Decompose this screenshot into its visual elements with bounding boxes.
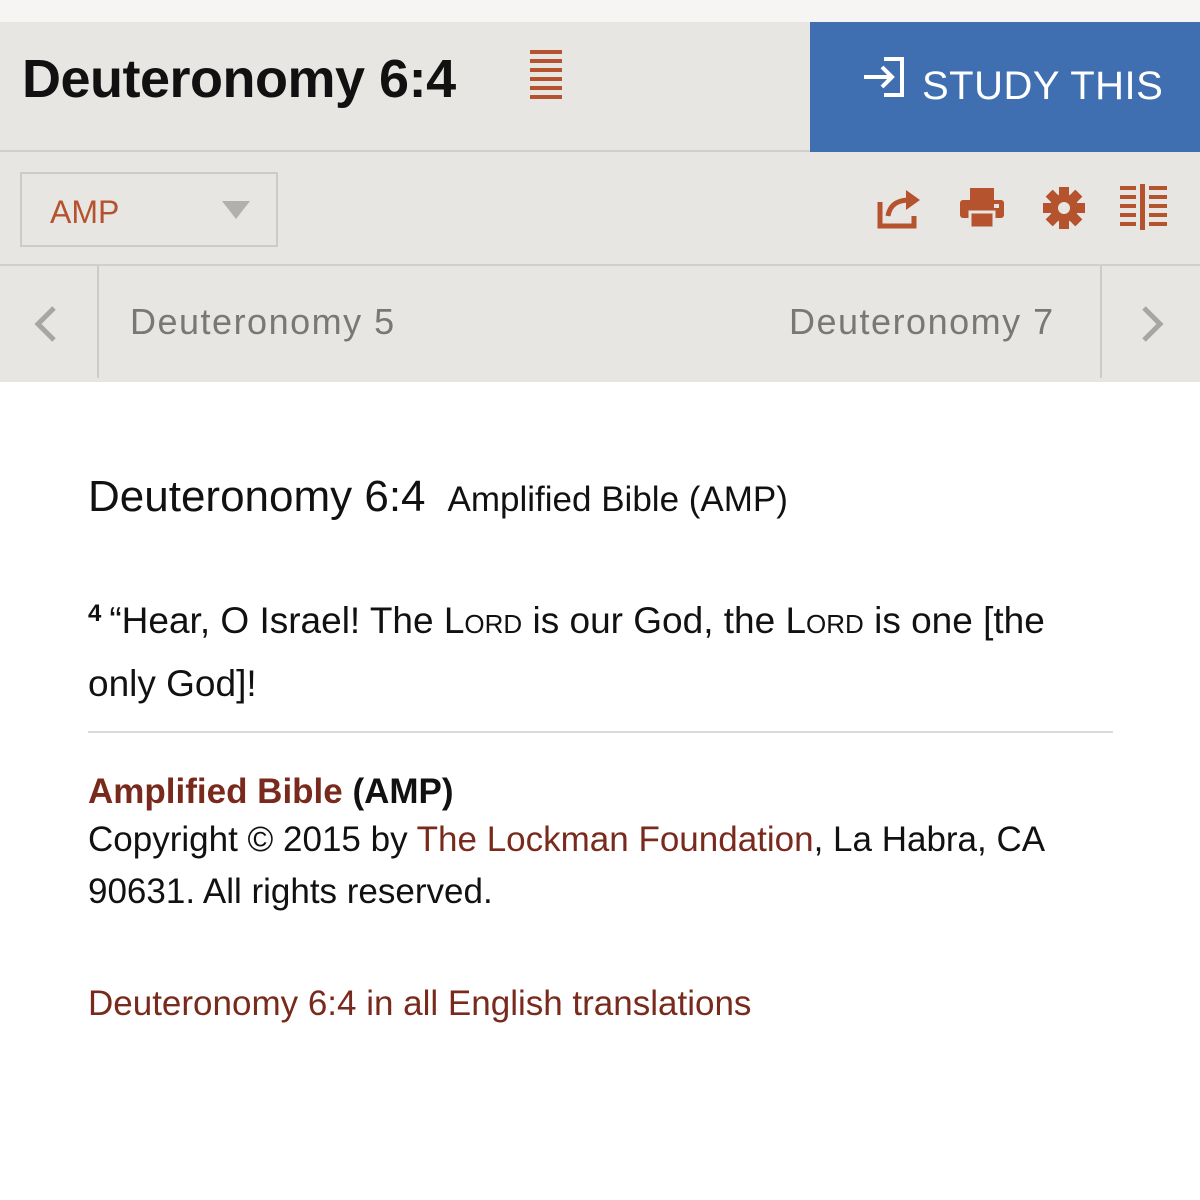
verse-text-part: “Hear, O Israel! The bbox=[109, 600, 444, 641]
nav-divider bbox=[1100, 266, 1102, 378]
verse-text-part: is our God, the bbox=[522, 600, 786, 641]
chapter-menu-icon[interactable] bbox=[528, 49, 564, 99]
passage-reference: Deuteronomy 6:4 bbox=[88, 472, 426, 521]
verse-text bbox=[88, 582, 1118, 715]
copyright-text-part: Copyright © 2015 by bbox=[88, 820, 417, 859]
previous-chapter-arrow-icon[interactable] bbox=[30, 304, 60, 344]
header-bar bbox=[0, 22, 1200, 152]
bible-abbreviation: (AMP) bbox=[342, 772, 454, 811]
toolbar bbox=[0, 152, 1200, 266]
study-this-button[interactable] bbox=[810, 22, 1200, 152]
print-icon[interactable] bbox=[958, 186, 1006, 235]
dropdown-arrow-icon bbox=[222, 201, 250, 219]
settings-icon[interactable] bbox=[1041, 186, 1087, 235]
next-chapter-link[interactable]: Deuteronomy 7 bbox=[789, 301, 1055, 342]
study-this-label: STUDY THIS bbox=[922, 64, 1164, 108]
verse-text-part: is one [the only God]! bbox=[88, 600, 1045, 704]
copyright-text bbox=[88, 814, 1128, 918]
all-translations-link[interactable]: Deuteronomy 6:4 in all English translations bbox=[88, 984, 752, 1023]
top-strip bbox=[0, 0, 1200, 22]
version-select[interactable] bbox=[20, 172, 278, 247]
copyright-text-part: , La Habra, CA 90631. All rights reserved. bbox=[88, 820, 1044, 911]
lord-small-caps: Lord bbox=[785, 600, 864, 641]
enter-icon bbox=[862, 56, 908, 98]
lord-small-caps: Lord bbox=[443, 600, 523, 641]
amplified-bible-link[interactable]: Amplified Bible bbox=[88, 772, 343, 811]
next-chapter-arrow-icon[interactable] bbox=[1138, 304, 1168, 344]
section-divider bbox=[88, 731, 1113, 733]
page-title: Deuteronomy 6:4 bbox=[22, 49, 456, 109]
passage-heading bbox=[88, 472, 788, 522]
share-icon[interactable] bbox=[876, 186, 924, 235]
copyright-title bbox=[88, 770, 1128, 814]
version-label: AMP bbox=[50, 194, 120, 230]
chapter-navigation bbox=[0, 266, 1200, 382]
verse-number: 4 bbox=[88, 600, 102, 627]
parallel-view-icon[interactable] bbox=[1120, 184, 1170, 237]
previous-chapter-link[interactable]: Deuteronomy 5 bbox=[130, 301, 396, 342]
copyright-block bbox=[88, 770, 1128, 918]
nav-divider bbox=[97, 266, 99, 378]
lockman-foundation-link[interactable]: The Lockman Foundation bbox=[416, 820, 814, 859]
passage-version-name: Amplified Bible (AMP) bbox=[447, 480, 788, 519]
